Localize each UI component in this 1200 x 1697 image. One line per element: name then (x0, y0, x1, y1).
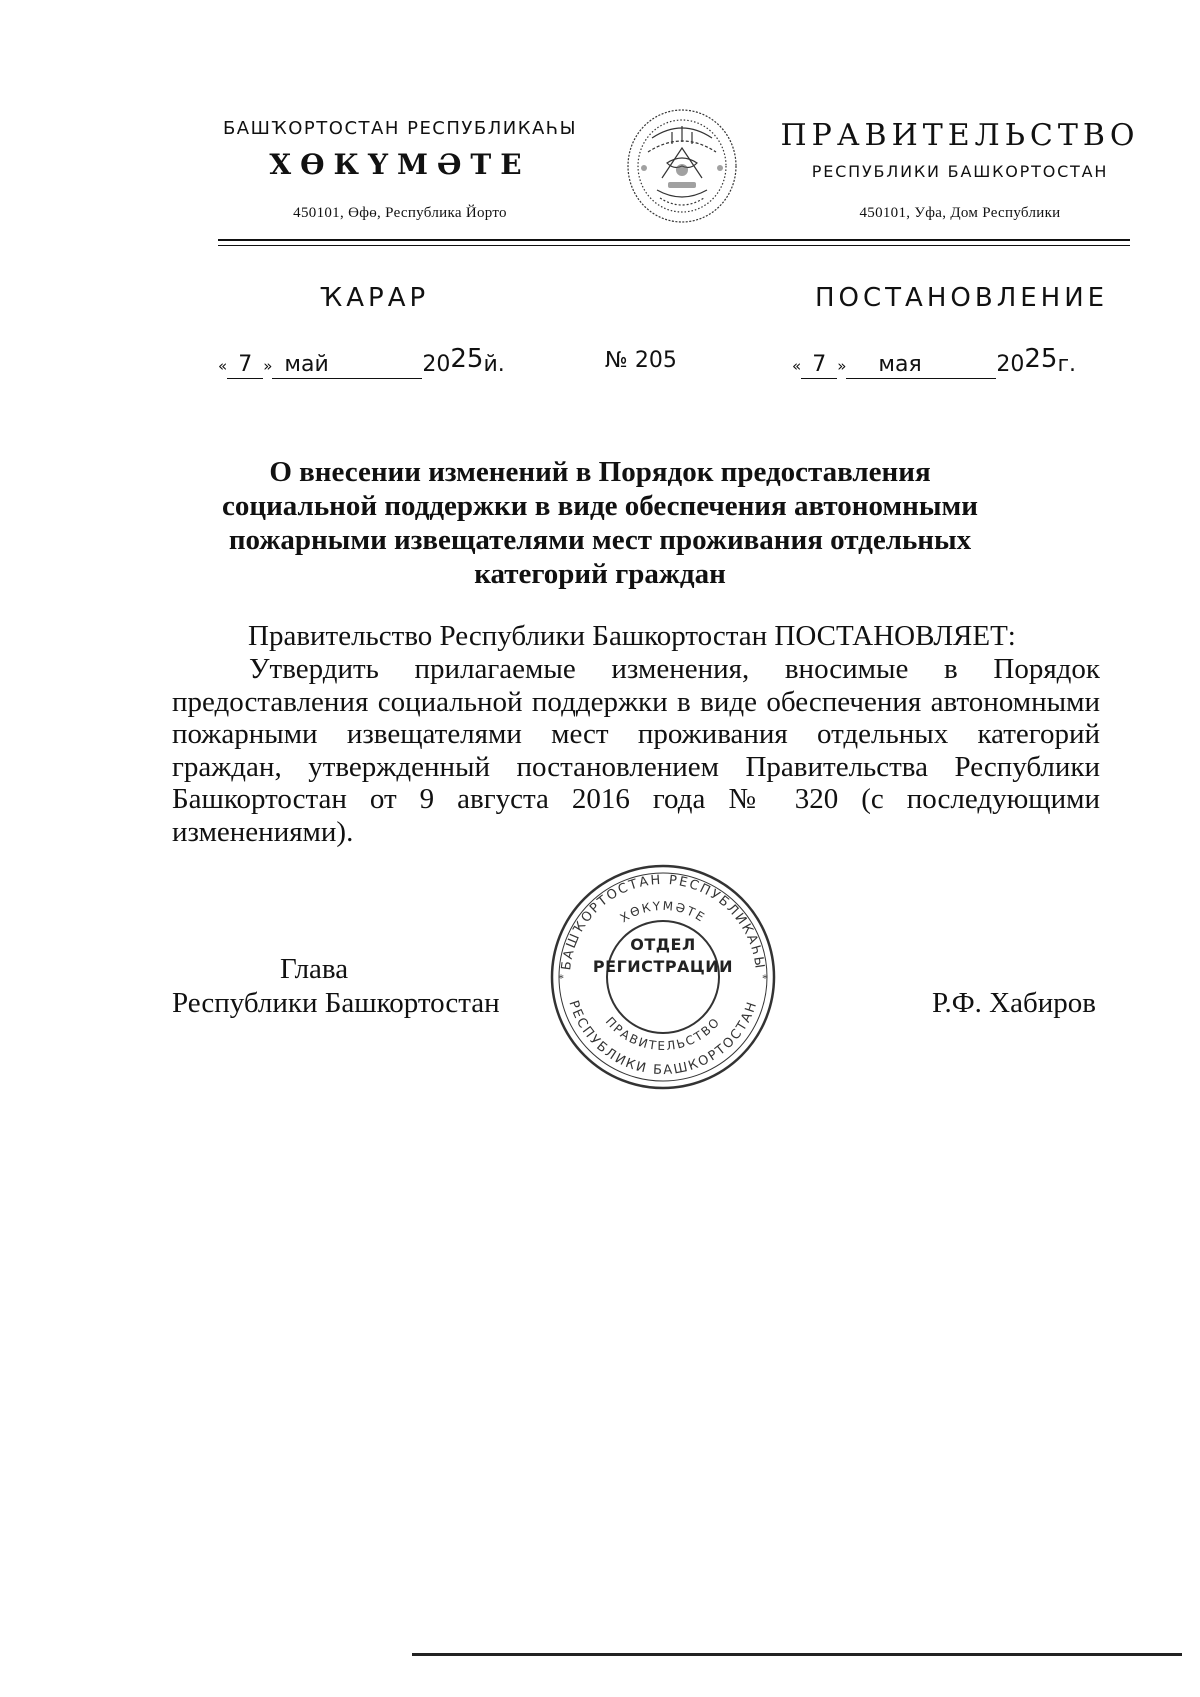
stamp-center-text (590, 934, 736, 978)
header-divider (218, 239, 1130, 241)
header-right-line2: РЕСПУБЛИКИ БАШКОРТОСТАН (811, 162, 1109, 181)
resolution-intro: Правительство Республики Башкортостан ПОСТАНОВЛЯЕТ: (248, 620, 1016, 652)
stamp-ring-bottom-outer: РЕСПУБЛИКИ БАШКОРТОСТАН (565, 998, 761, 1079)
date-month: мая (846, 352, 996, 379)
date-right (792, 344, 1077, 379)
year-suffix: 25 (1024, 344, 1058, 374)
open-quote: « (792, 357, 802, 375)
header-left-address: 450101, Өфө, Республика Йорто (293, 205, 507, 221)
year-suffix: 25 (450, 344, 484, 374)
document-number (605, 348, 677, 373)
signatory-name: Р.Ф. Хабиров (932, 987, 1096, 1019)
number-value: 205 (634, 348, 677, 373)
stamp-center-line1: ОТДЕЛ (630, 935, 696, 954)
doc-type-russian: ПОСТАНОВЛЕНИЕ (815, 283, 1109, 313)
document-title: О внесении изменений в Порядок предоставления социальной поддержки в виде обеспечения автономными пожарными извещателями мест проживания отдельных категорий граждан (222, 456, 978, 590)
date-day: 7 (227, 352, 263, 379)
year-prefix: 20 (422, 352, 451, 377)
stamp-ring-bottom: ПРАВИТЕЛЬСТВО (602, 1014, 724, 1054)
doc-type-bashkir: ҠАРАР (320, 283, 430, 313)
date-day: 7 (801, 352, 837, 379)
header-right-line1: ПРАВИТЕЛЬСТВО (780, 118, 1140, 153)
bashkortostan-coat-of-arms-icon (622, 108, 742, 230)
header-right-address: 450101, Уфа, Дом Республики (859, 205, 1061, 221)
number-label: № (605, 348, 628, 373)
header-left-line2: ХӨКҮМӘТЕ (269, 148, 531, 181)
stamp-ring-top-inner: ХӨКҮМӘТЕ (617, 898, 709, 926)
signatory-organization: Республики Башкортостан (172, 987, 500, 1019)
year-prefix: 20 (996, 352, 1025, 377)
stamp-ring-top: БАШҠОРТОСТАН РЕСПУБЛИКАҺЫ (559, 872, 767, 972)
signatory-role: Глава (280, 953, 349, 985)
open-quote: « (218, 357, 228, 375)
year-mark: й. (483, 352, 505, 377)
header-left-line1: БАШҠОРТОСТАН РЕСПУБЛИКАҺЫ (222, 118, 578, 139)
resolution-body: Утвердить прилагаемые изменения, вносимые в Порядок предоставления социальной поддержки в виде обеспечения автономными пожарными извещателями мест проживания отдельных категорий граждан, утвержденный постановлением Правительства Республики Башкортостан от 9 августа 2016 года № 320 (с последующими изменениями). (172, 653, 1100, 848)
page-footer-rule (412, 1653, 1182, 1656)
date-left (218, 344, 505, 379)
stamp-center-line2: РЕГИСТРАЦИИ (592, 957, 734, 976)
close-quote: » (263, 357, 273, 375)
stamp-star-icon: * (762, 971, 768, 985)
close-quote: » (837, 357, 847, 375)
date-month: май (272, 352, 422, 379)
stamp-star-icon: * (558, 971, 564, 985)
year-mark: г. (1057, 352, 1077, 377)
header-divider-thin (218, 245, 1130, 246)
